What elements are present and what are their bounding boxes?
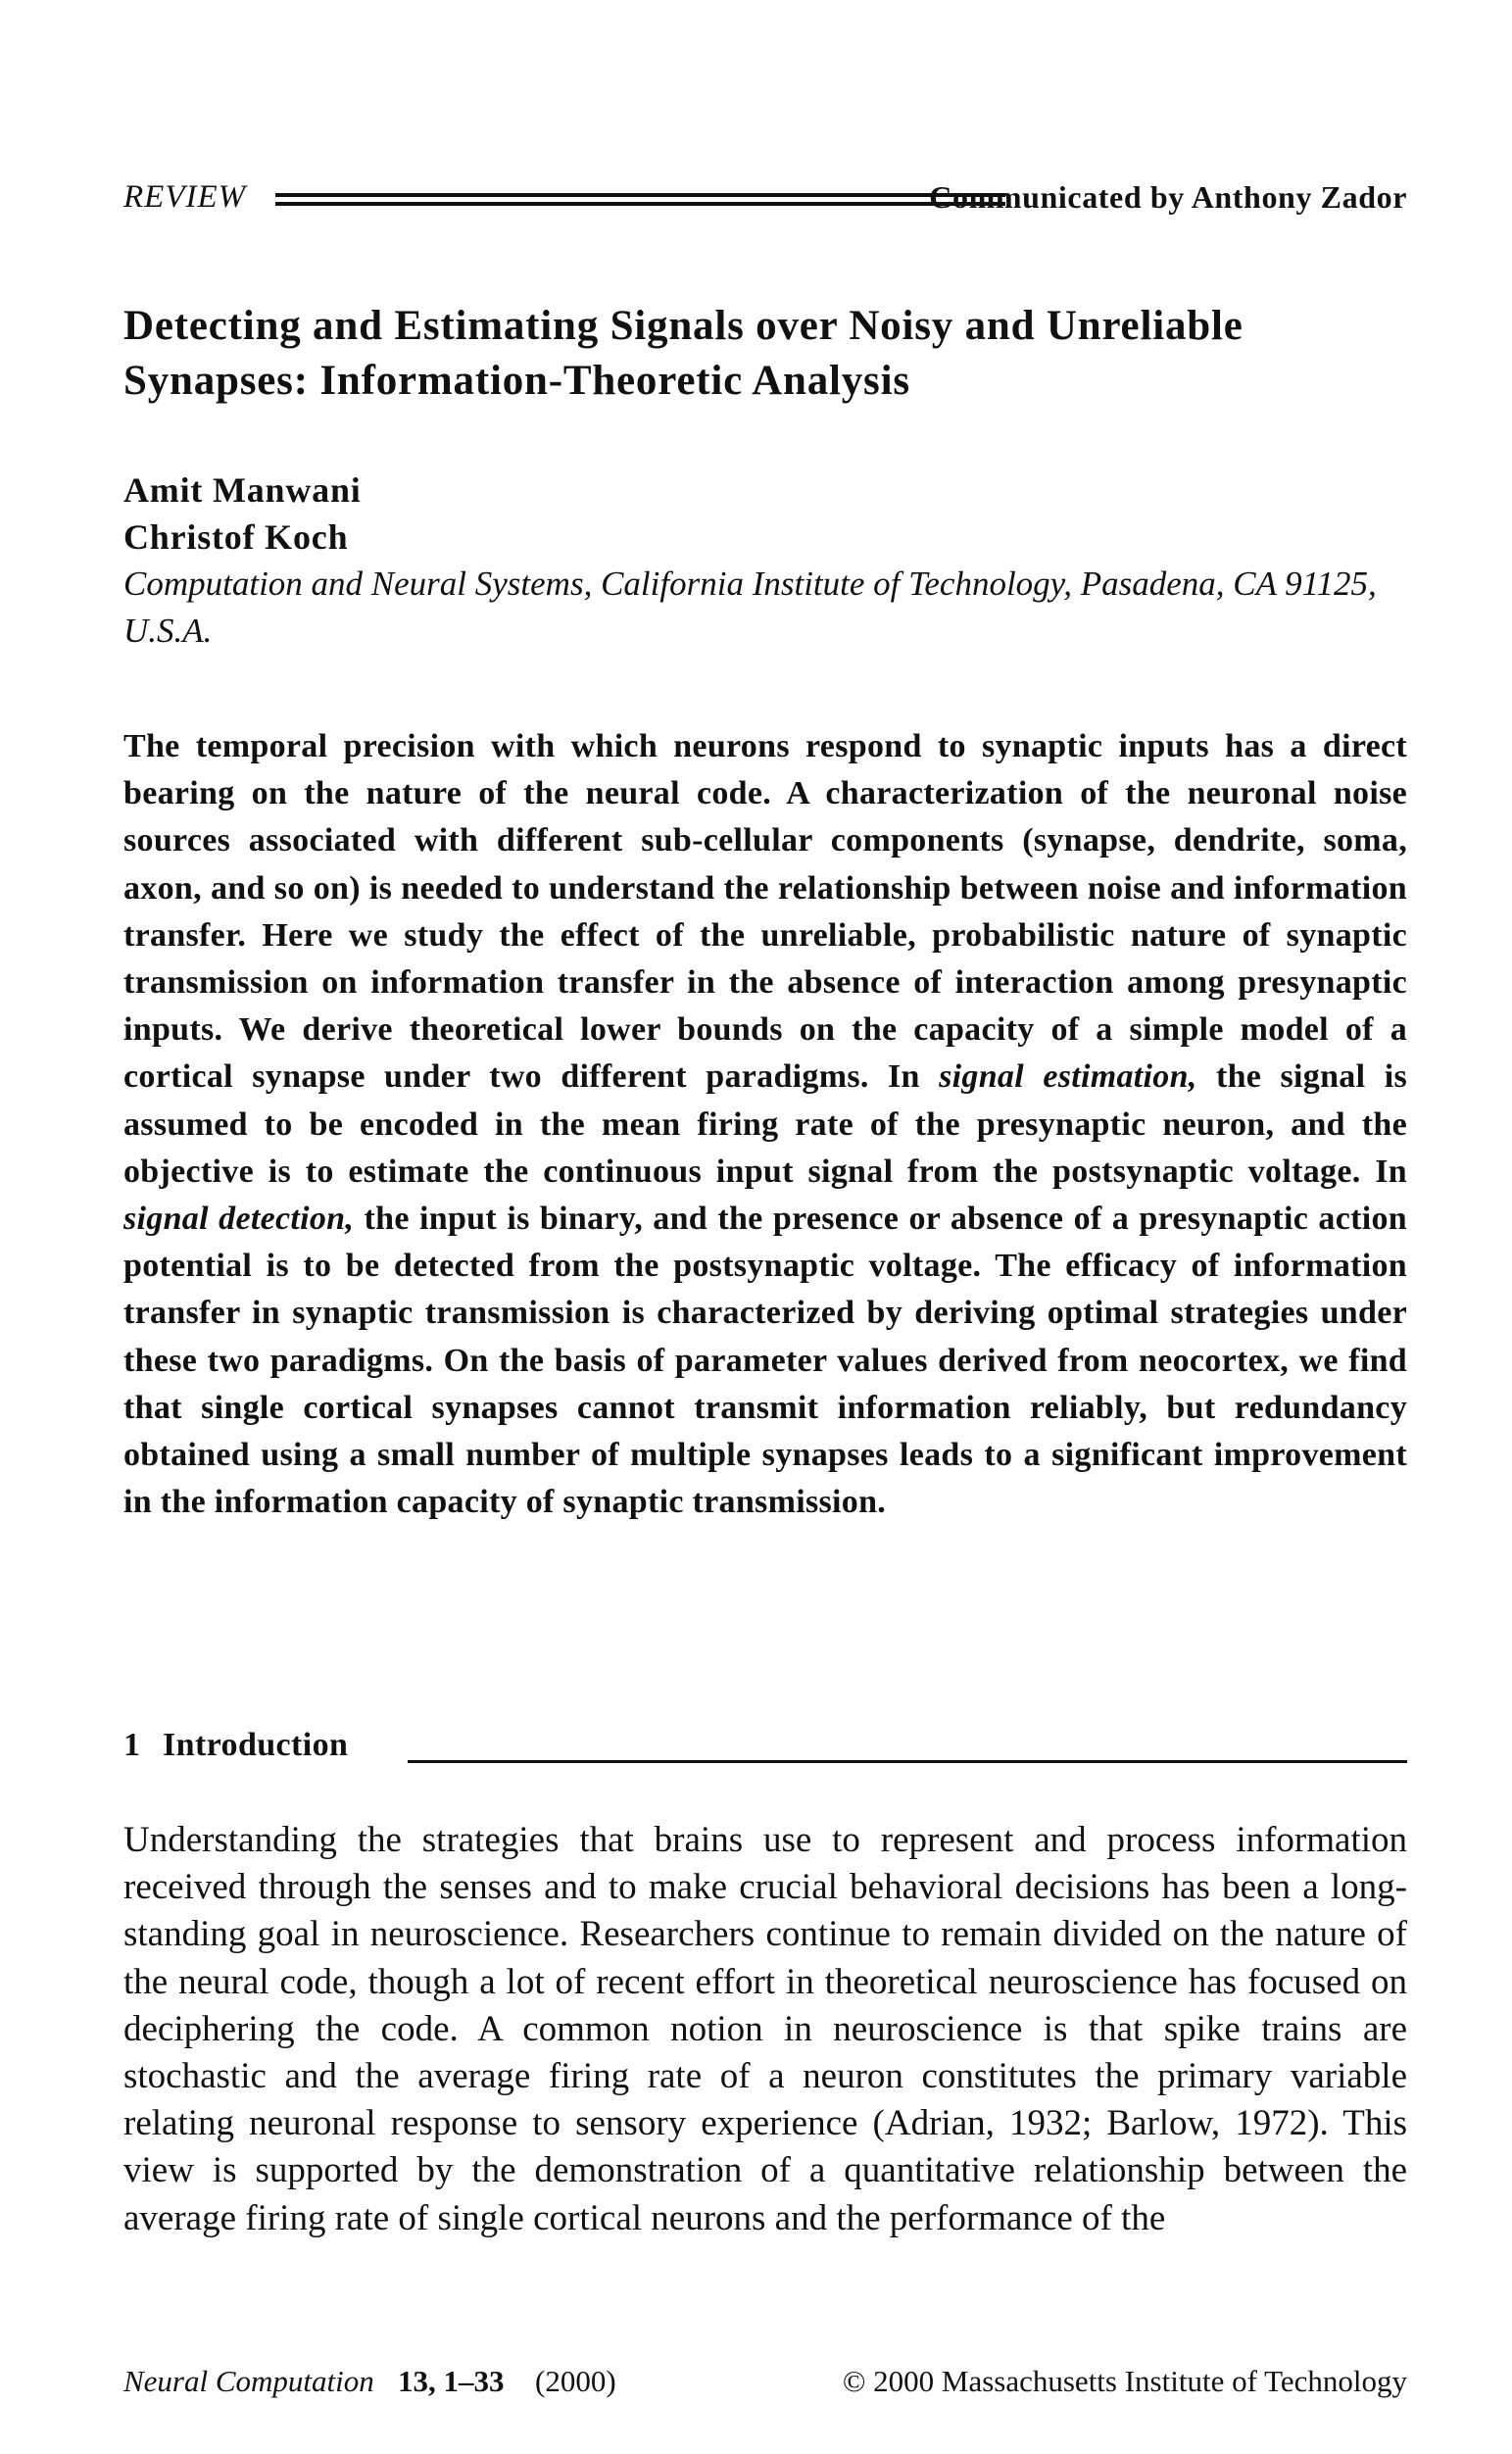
section-number: 1: [123, 1727, 140, 1763]
communicated-by: Communicated by Anthony Zador: [929, 179, 1407, 215]
abstract-text: The temporal precision with which neurons respond to synaptic inputs has a direct bearing on the nature of the neural code. A characterization of the neuronal noise sources associated with different sub-cellular components (synapse, dendrite, soma, axon, and so on) is needed to understand the relationship between noise and information transfer. Here we study the effect of the unreliable, probabilistic nature of synaptic transmission on information transfer in the absence of interaction among presynaptic inputs. We derive theoretical lower bounds on the capacity of a simple model of a cortical synapse under two different paradigms. In: [123, 728, 1407, 1096]
author-name: Christof Koch: [123, 517, 349, 557]
abstract-emphasis: signal detection,: [123, 1201, 355, 1238]
author-affiliation: Computation and Neural Systems, California Institute of Technology, Pasadena, CA 91125, U.S.A.: [123, 564, 1377, 650]
copyright-notice: © 2000 Massachusetts Institute of Technology: [842, 2364, 1407, 2398]
journal-name: Neural Computation: [123, 2364, 374, 2398]
intro-paragraph: Understanding the strategies that brains use to represent and process information received through the senses and to make crucial behavioral decisions has been a long-standing goal in neuroscience. Researchers continue to remain divided on the nature of the neural code, though a lot of recent effort in theoretical neuroscience has focused on deciphering the code. A common notion in neuroscience is that spike trains are stochastic and the average firing rate of a neuron constitutes the primary variable relating neuronal response to sensory experience (Adrian, 1932; Barlow, 1972). This view is supported by the demonstration of a quantitative relationship between the average firing rate of single cortical neurons and the performance of the: [123, 1820, 1407, 2238]
page-header: [123, 179, 1407, 219]
page-footer: [123, 2364, 1407, 2407]
author-block: [123, 466, 1417, 655]
abstract: [123, 723, 1407, 1526]
journal-volume: 13, 1–33: [398, 2364, 505, 2398]
section-heading: [123, 1727, 1407, 1770]
section-rule: [408, 1760, 1407, 1763]
journal-year: (2000): [535, 2364, 616, 2398]
section-title: Introduction: [163, 1727, 349, 1763]
abstract-emphasis: signal estimation,: [939, 1058, 1197, 1096]
author-name: Amit Manwani: [123, 470, 362, 510]
section-label: REVIEW: [123, 179, 247, 215]
abstract-text: the signal is assumed to be encoded in the mean firing rate of the presynaptic neuron, and the objective is to estimate the continuous input signal from the postsynaptic voltage. In: [123, 1058, 1407, 1190]
paper-title: Detecting and Estimating Signals over Noisy and Unreliable Synapses: Information-Theoretic Analysis: [123, 303, 1244, 404]
header-rule: [275, 193, 1005, 206]
abstract-text: the input is binary, and the presence or absence of a presynaptic action potential is to be detected from the postsynaptic voltage. The efficacy of information transfer in synaptic transmission is characterized by deriving optimal strategies under these two paradigms. On the basis of parameter values derived from neocortex, we find that single cortical synapses cannot transmit information reliably, but redundancy obtained using a small number of multiple synapses leads to a significant improvement in the information capacity of synaptic transmission.: [123, 1201, 1407, 1521]
